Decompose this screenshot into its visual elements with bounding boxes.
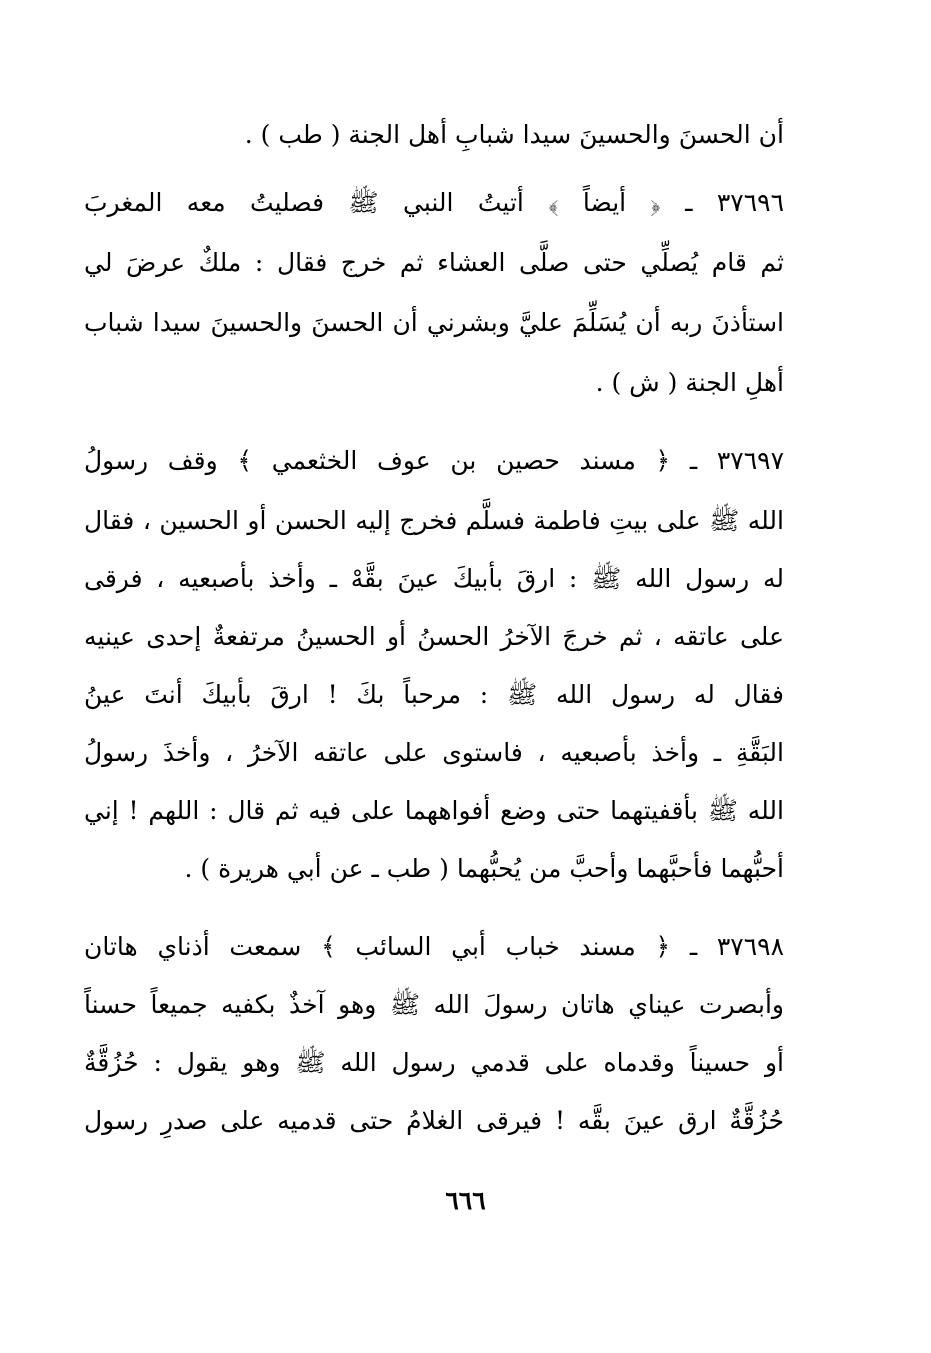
text-line: البَقَّةِ ـ وأخذ بأصبعيه ، فاستوى على عاتقه الآخرُ ، وأخذَ رسولُ <box>84 738 784 767</box>
text-line: له رسول الله ﷺ : ارقَ بأبيكَ عينَ بقَّهْ ـ وأخذ بأصبعيه ، فرقى <box>84 564 784 593</box>
text-line: ثم قام يُصلِّي حتى صلَّى العشاء ثم خرج فقال : ملكٌ عرضَ لي <box>84 248 784 277</box>
text-line: أو حسيناً وقدماه على قدمي رسول الله ﷺ وهو يقول : حُزُقَّةٌ <box>84 1048 784 1077</box>
text-line: أهلِ الجنة ( ش ) . <box>595 368 784 397</box>
text-line: فقال له رسول الله ﷺ : مرحباً بكَ ! ارقَ بأبيكَ أنتَ عينُ <box>84 680 784 709</box>
text-line: ٣٧٦٩٦ ـ ﴿ أيضاً ﴾ أتيتُ النبي ﷺ فصليتُ معه المغربَ <box>84 188 784 217</box>
page-number: ٦٦٦ <box>445 1186 486 1215</box>
text-line: ٣٧٦٩٧ ـ ﴿ مسند حصين بن عوف الخثعمي ﴾ وقف رسولُ <box>84 446 784 475</box>
text-line: حُزُقَّةٌ ارق عينَ بقَّه ! فيرقى الغلامُ حتى قدميه على صدرِ رسول <box>84 1106 784 1135</box>
text-line: الله ﷺ بأقفيتهما حتى وضع أفواههما على فيه ثم قال : اللهم ! إني <box>84 796 784 825</box>
text-line: على عاتقه ، ثم خرجَ الآخرُ الحسنُ أو الحسينُ مرتفعةٌ إحدى عينيه <box>84 622 784 651</box>
text-line: أحبُّهما فأحبَّهما وأحبَّ من يُحبُّهما ( طب ـ عن أبي هريرة ) . <box>184 854 784 883</box>
text-line: وأبصرت عيناي هاتان رسولَ الله ﷺ وهو آخذٌ بكفيه جميعاً حسناً <box>84 990 784 1019</box>
text-line: ٣٧٦٩٨ ـ ﴿ مسند خباب أبي السائب ﴾ سمعت أذناي هاتان <box>84 932 784 961</box>
text-line: أن الحسنَ والحسينَ سيدا شبابِ أهل الجنة ( طب ) . <box>244 120 784 149</box>
text-line: استأذنَ ربه أن يُسَلِّمَ عليَّ وبشرني أن الحسنَ والحسينَ سيدا شباب <box>84 308 784 337</box>
text-line: الله ﷺ على بيتِ فاطمة فسلَّم فخرج إليه الحسن أو الحسين ، فقال <box>84 506 784 535</box>
